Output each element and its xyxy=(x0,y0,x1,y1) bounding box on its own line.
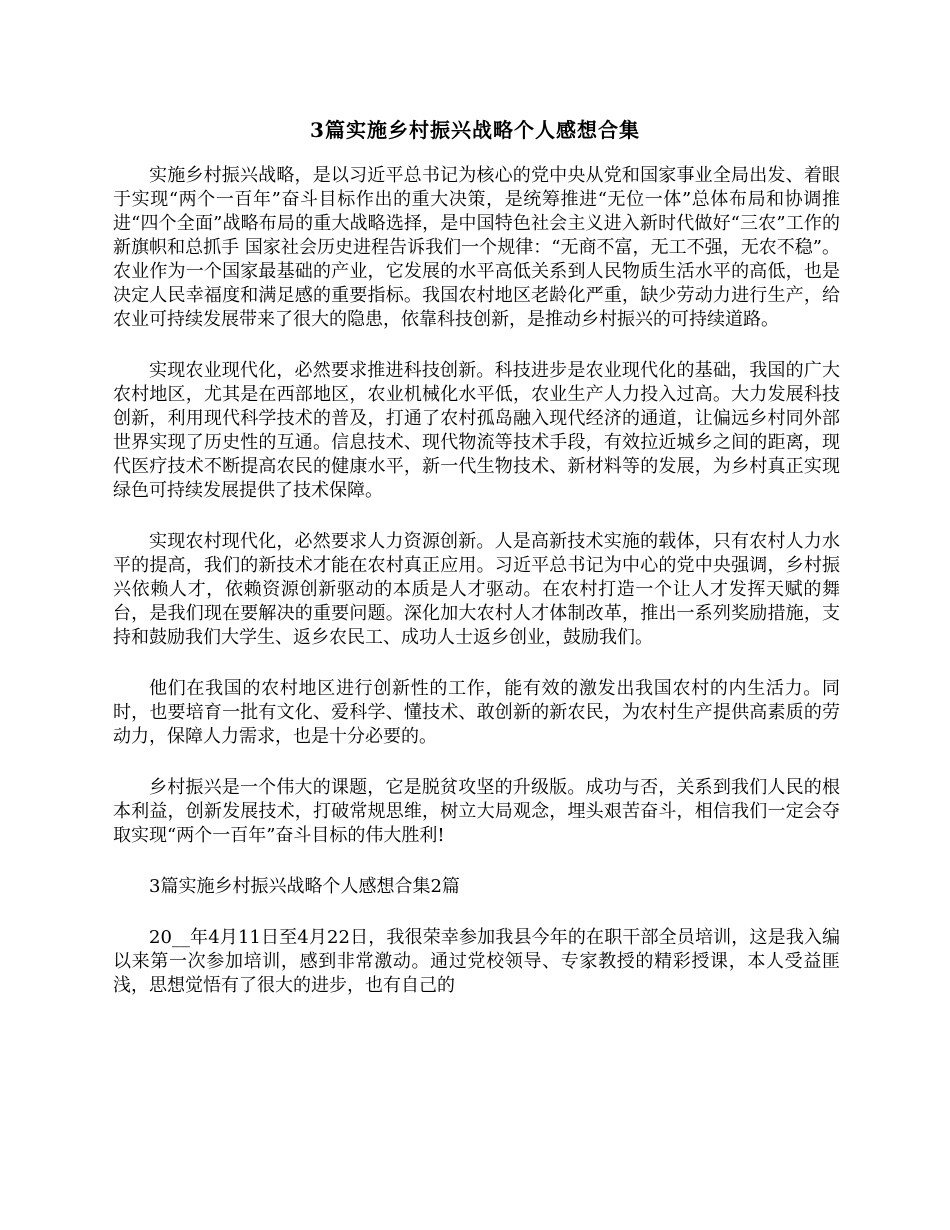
paragraph-6: 20__年4月11日至4月22日，我很荣幸参加我县今年的在职干部全员培训，这是我入编以来第一次参加培训，感到非常激动。通过党校领导、专家教授的精彩授课，本人受益匪浅，思想觉悟有了很大的进步，也有自己的 xyxy=(113,927,840,996)
paragraph-5: 乡村振兴是一个伟大的课题，它是脱贫攻坚的升级版。成功与否，关系到我们人民的根本利益，创新发展技术，打破常规思维，树立大局观念，埋头艰苦奋斗，相信我们一定会夺取实现“两个一百年”奋斗目标的伟大胜利! xyxy=(113,777,840,846)
document-title: 3篇实施乡村振兴战略个人感想合集 xyxy=(310,118,640,142)
paragraph-4: 他们在我国的农村地区进行创新性的工作，能有效的激发出我国农村的内生活力。同时，也要培育一批有文化、爱科学、懂技术、敢创新的新农民，为农村生产提供高素质的劳动力，保障人力需求，也是十分必要的。 xyxy=(113,678,840,747)
paragraph-3: 实现农村现代化，必然要求人力资源创新。人是高新技术实施的载体，只有农村人力水平的提高，我们的新技术才能在农村真正应用。习近平总书记为中心的党中央强调，乡村振兴依赖人才，依赖资源创新驱动的本质是人才驱动。在农村打造一个让人才发挥天赋的舞台，是我们现在要解决的重要问题。深化加大农村人才体制改革，推出一系列奖励措施，支持和鼓励我们大学生、返乡农民工、成功人士返乡创业，鼓励我们。 xyxy=(113,531,840,648)
section-subheading: 3篇实施乡村振兴战略个人感想合集2篇 xyxy=(149,876,460,897)
document-body xyxy=(113,164,840,1025)
paragraph-1: 实施乡村振兴战略，是以习近平总书记为核心的党中央从党和国家事业全局出发、着眼于实现“两个一百年”奋斗目标作出的重大决策，是统筹推进“无位一体”总体布局和协调推进“四个全面”战略布局的重大战略选择，是中国特色社会主义进入新时代做好“三农”工作的新旗帜和总抓手 国家社会历史进程告诉我们一个规律：“无商不富，无工不强，无农不稳”。农业作为一个国家最基础的产业，它发展的水平高低关系到人民物质生活水平的高低，也是决定人民幸福度和满足感的重要指标。我国农村地区老龄化严重，缺少劳动力进行生产，给农业可持续发展带来了很大的隐患，依靠科技创新，是推动乡村振兴的可持续道路。 xyxy=(113,165,840,330)
paragraph-2: 实现农业现代化，必然要求推进科技创新。科技进步是农业现代化的基础，我国的广大农村地区，尤其是在西部地区，农业机械化水平低，农业生产人力投入过高。大力发展科技创新，利用现代科学技术的普及，打通了农村孤岛融入现代经济的通道，让偏远乡村同外部世界实现了历史性的互通。信息技术、现代物流等技术手段，有效拉近城乡之间的距离，现代医疗技术不断提高农民的健康水平，新一代生物技术、新材料等的发展，为乡村真正实现绿色可持续发展提供了技术保障。 xyxy=(113,360,840,501)
